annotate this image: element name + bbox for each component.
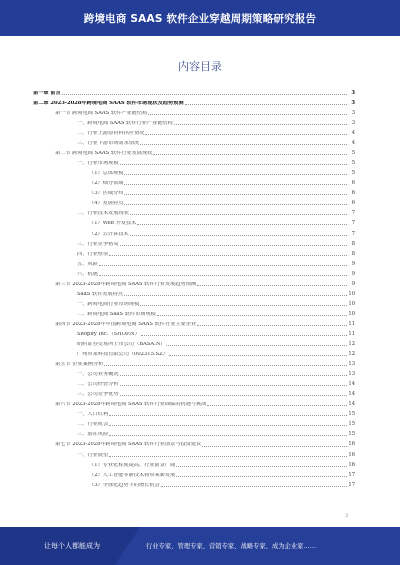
- toc-leader-dots: [141, 335, 347, 336]
- toc-entry[interactable]: [33, 257, 355, 267]
- footer-slogan: 让每个人都能成为: [44, 542, 100, 550]
- toc-entry-page: 10: [348, 300, 355, 307]
- toc-entry-page: 7: [351, 210, 355, 217]
- toc-entry-page: 9: [351, 270, 355, 277]
- toc-entry-text: 第七节 2023-2028年跨境电商 SAAS 软件行业前景与投资建议: [55, 442, 202, 448]
- toc-leader-dots: [140, 144, 347, 145]
- toc-leader-dots: [124, 184, 347, 185]
- toc-entry[interactable]: [33, 247, 355, 257]
- toc-entry-page: 6: [351, 190, 355, 197]
- toc-entry-page: 14: [348, 401, 355, 408]
- toc-entry[interactable]: [33, 337, 355, 347]
- toc-entry-page: 17: [348, 471, 355, 478]
- toc-entry-text: 一、公司业务概况: [77, 372, 119, 378]
- toc-entry-text: 六、机遇: [77, 271, 98, 277]
- toc-entry[interactable]: [33, 287, 355, 297]
- toc-entry-page: 10: [348, 310, 355, 317]
- page-number: 2: [345, 513, 348, 518]
- toc-leader-dots: [145, 134, 347, 135]
- toc-entry-page: 14: [348, 381, 355, 388]
- toc-entry[interactable]: [33, 166, 355, 176]
- toc-leader-dots: [197, 285, 347, 286]
- toc-entry-text: SaaS 软件发展特点: [77, 291, 124, 297]
- toc-entry-text: 二、跨境电商 SaaS 软件市场规模: [77, 311, 156, 317]
- toc-entry[interactable]: [33, 408, 355, 418]
- toc-leader-dots: [109, 435, 347, 436]
- toc-entry[interactable]: [33, 397, 355, 407]
- toc-entry-page: 5: [351, 160, 355, 167]
- toc-entry-page: 8: [351, 250, 355, 257]
- toc-leader-dots: [109, 425, 347, 426]
- toc-entry-page: 11: [348, 330, 355, 337]
- footer-tagline: 行业专家、管理专家、营销专家、战略专家、成为企业家……: [146, 543, 317, 550]
- toc-entry-page: 7: [351, 220, 355, 227]
- toc-entry[interactable]: [33, 327, 355, 337]
- toc-leader-dots: [109, 415, 347, 416]
- toc-entry-page: 3: [351, 109, 355, 116]
- toc-leader-dots: [124, 295, 347, 296]
- toc-entry-text: 第五节 企业案例分析: [55, 362, 104, 368]
- toc-entry[interactable]: [33, 458, 355, 468]
- toc-entry-text: 一、行业展望: [77, 452, 109, 458]
- toc-entry-text: 一、跨境电商 SAAS 软件行业产业链结构: [77, 120, 173, 126]
- toc-leader-dots: [124, 194, 347, 195]
- toc-entry[interactable]: [33, 297, 355, 307]
- toc-entry-text: 第二节 跨境电商 SAAS 软件行业发展现状: [55, 151, 153, 157]
- toc-leader-dots: [174, 124, 347, 125]
- toc-leader-dots: [109, 456, 347, 457]
- toc-leader-dots: [120, 164, 347, 165]
- toc-entry[interactable]: [33, 217, 355, 227]
- toc-entry-page: 7: [351, 230, 355, 237]
- toc-leader-dots: [207, 405, 347, 406]
- toc-entry[interactable]: [33, 227, 355, 237]
- toc-entry-page: 5: [351, 150, 355, 157]
- toc-heading: 内容目录: [178, 60, 222, 73]
- toc-entry-text: 五、风险: [77, 261, 98, 267]
- toc-entry-text: 广州市某科技有限公司（002315.SZ）: [77, 352, 168, 358]
- toc-entry[interactable]: [33, 387, 355, 397]
- toc-entry[interactable]: [33, 367, 355, 377]
- toc-entry[interactable]: [33, 438, 355, 448]
- toc-entry-text: 一、人口红利: [77, 412, 109, 418]
- toc-entry-page: 16: [348, 461, 355, 468]
- toc-entry-text: 第三节 2023-2028年跨境电商 SAAS 软件行业发展趋势预测: [55, 281, 197, 287]
- toc-leader-dots: [62, 94, 347, 95]
- report-title: 跨境电商 SAAS 软件企业穿越周期策略研究报告: [83, 12, 317, 25]
- toc-leader-dots: [140, 305, 347, 306]
- toc-leader-dots: [120, 395, 347, 396]
- toc-entry-page: 3: [351, 119, 355, 126]
- toc-entry-page: 3: [351, 89, 355, 96]
- toc-entry-text: 三、潜在风险: [77, 432, 109, 438]
- toc-entry-text: 二、公司经营分析: [77, 382, 119, 388]
- toc-entry-text: 四、行业壁垒: [77, 251, 109, 257]
- toc-entry-page: 12: [348, 341, 355, 348]
- table-of-contents: [33, 86, 355, 488]
- toc-entry[interactable]: [33, 478, 355, 488]
- toc-entry-page: 8: [351, 240, 355, 247]
- toc-leader-dots: [130, 214, 347, 215]
- toc-entry-text: （4）发展特点: [89, 201, 124, 207]
- toc-entry-page: 3: [351, 99, 355, 106]
- toc-entry-text: （2）细分领域: [89, 181, 124, 187]
- toc-entry[interactable]: [33, 186, 355, 196]
- toc-entry-text: 纽约证券交易所上市公司（BASA.N）: [77, 342, 166, 348]
- toc-entry-page: 6: [351, 200, 355, 207]
- toc-leader-dots: [124, 174, 347, 175]
- toc-entry-page: 16: [348, 451, 355, 458]
- toc-leader-dots: [137, 224, 347, 225]
- toc-entry-page: 16: [348, 441, 355, 448]
- report-header-bar: [0, 0, 400, 36]
- toc-entry-page: 13: [348, 371, 355, 378]
- toc-entry[interactable]: [33, 106, 355, 116]
- footer-bar: [0, 527, 400, 565]
- toc-leader-dots: [202, 446, 347, 447]
- toc-leader-dots: [197, 325, 347, 326]
- toc-entry[interactable]: [33, 428, 355, 438]
- toc-entry-text: 第四节 2023-2028年中国跨境电商 SAAS 软件行业主要企业: [55, 321, 197, 327]
- toc-entry[interactable]: [33, 357, 355, 367]
- toc-entry-page: 12: [348, 351, 355, 358]
- toc-entry-text: 第六节 2023-2028年跨境电商 SAAS 软件行业面临的机遇与挑战: [55, 402, 207, 408]
- toc-entry-text: 三、行业下游市场需求情况: [77, 141, 140, 147]
- toc-leader-dots: [120, 245, 347, 246]
- toc-leader-dots: [124, 204, 347, 205]
- toc-entry-page: 4: [351, 140, 355, 147]
- toc-entry-text: 第二章 2023-2028年跨境电商 SAAS 软件市场现状及趋势预测: [33, 100, 184, 106]
- toc-leader-dots: [120, 385, 347, 386]
- toc-leader-dots: [169, 355, 347, 356]
- toc-leader-dots: [120, 375, 347, 376]
- toc-entry-text: 第一节 跨境电商 SAAS 软件产业链结构: [55, 110, 148, 116]
- toc-entry[interactable]: [33, 207, 355, 217]
- toc-entry[interactable]: [33, 156, 355, 166]
- toc-entry-page: 9: [351, 260, 355, 267]
- toc-entry[interactable]: [33, 277, 355, 287]
- toc-entry[interactable]: [33, 377, 355, 387]
- toc-entry-page: 6: [351, 180, 355, 187]
- toc-entry-page: 4: [351, 130, 355, 137]
- toc-entry-page: 14: [348, 391, 355, 398]
- toc-leader-dots: [130, 235, 347, 236]
- toc-entry-page: 5: [351, 170, 355, 177]
- toc-entry[interactable]: [33, 448, 355, 458]
- toc-entry-text: （1）总体规模: [89, 171, 124, 177]
- toc-entry-page: 17: [348, 481, 355, 488]
- toc-entry-page: 15: [348, 421, 355, 428]
- toc-leader-dots: [99, 275, 347, 276]
- toc-entry[interactable]: [33, 347, 355, 357]
- toc-entry-text: （1）专业化程度提高，行业前景广阔: [89, 462, 176, 468]
- toc-entry[interactable]: [33, 136, 355, 146]
- toc-entry-text: （1）Web 开发技术: [89, 221, 137, 227]
- toc-entry-page: 9: [351, 280, 355, 287]
- toc-entry-text: Shopify Inc.（SHOP.N）: [77, 331, 140, 337]
- toc-leader-dots: [176, 476, 347, 477]
- toc-entry-text: （3）区域分布: [89, 191, 124, 197]
- toc-entry-text: （2）人工智能等新技术将带来新发展: [89, 472, 176, 478]
- toc-leader-dots: [104, 365, 347, 366]
- toc-entry-text: 一、跨境电商行业市场规模: [77, 301, 140, 307]
- toc-leader-dots: [185, 104, 347, 105]
- toc-entry-text: （2）云计算技术: [89, 231, 129, 237]
- toc-entry[interactable]: [33, 176, 355, 186]
- toc-entry-text: 二、行业机会: [77, 422, 109, 428]
- toc-entry[interactable]: [33, 468, 355, 478]
- toc-entry[interactable]: [33, 307, 355, 317]
- toc-entry[interactable]: [33, 86, 355, 96]
- toc-entry[interactable]: [33, 317, 355, 327]
- toc-leader-dots: [153, 154, 347, 155]
- toc-entry-page: 13: [348, 361, 355, 368]
- toc-entry[interactable]: [33, 146, 355, 156]
- toc-entry-text: 三、行业竞争格局: [77, 241, 119, 247]
- toc-leader-dots: [109, 255, 347, 256]
- toc-entry[interactable]: [33, 237, 355, 247]
- toc-leader-dots: [161, 486, 347, 487]
- toc-entry-page: 15: [348, 411, 355, 418]
- toc-entry-page: 15: [348, 431, 355, 438]
- toc-leader-dots: [148, 114, 347, 115]
- toc-entry-text: （3）全球化趋势下的增长机会: [89, 482, 160, 488]
- toc-entry[interactable]: [33, 116, 355, 126]
- toc-entry[interactable]: [33, 197, 355, 207]
- toc-leader-dots: [157, 315, 347, 316]
- toc-entry-text: 三、公司竞争优势: [77, 392, 119, 398]
- toc-entry-text: 二、行业上游原材料供应情况: [77, 131, 145, 137]
- toc-entry[interactable]: [33, 126, 355, 136]
- toc-leader-dots: [176, 466, 347, 467]
- toc-entry-page: 10: [348, 290, 355, 297]
- toc-entry-text: 二、行业技术发展现状: [77, 211, 129, 217]
- toc-leader-dots: [99, 265, 347, 266]
- toc-entry[interactable]: [33, 96, 355, 106]
- toc-entry-text: 一、行业市场规模: [77, 161, 119, 167]
- toc-entry[interactable]: [33, 418, 355, 428]
- toc-entry[interactable]: [33, 267, 355, 277]
- toc-leader-dots: [166, 345, 347, 346]
- toc-entry-text: 第一章 前言: [33, 90, 61, 96]
- toc-entry-page: 11: [348, 320, 355, 327]
